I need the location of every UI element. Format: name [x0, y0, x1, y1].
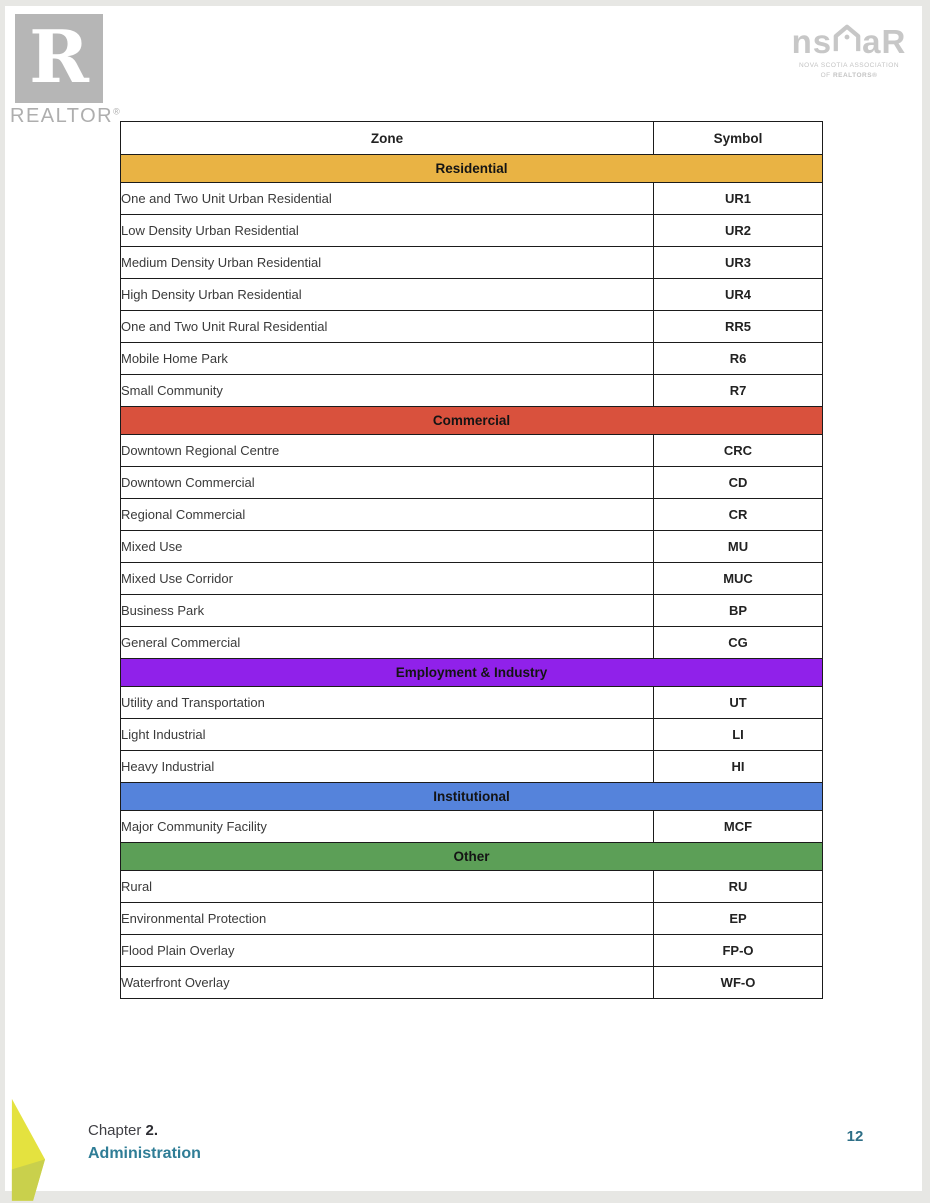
table-row — [121, 903, 823, 935]
symbol-cell: MU — [654, 531, 823, 563]
zone-cell: One and Two Unit Urban Residential — [121, 183, 654, 215]
zone-cell: Waterfront Overlay — [121, 967, 654, 999]
symbol-cell: CG — [654, 627, 823, 659]
table-row — [121, 935, 823, 967]
symbol-cell: CRC — [654, 435, 823, 467]
symbol-cell: RR5 — [654, 311, 823, 343]
zone-cell: Business Park — [121, 595, 654, 627]
table-row — [121, 687, 823, 719]
zone-cell: Light Industrial — [121, 719, 654, 751]
symbol-cell: EP — [654, 903, 823, 935]
table-row — [121, 499, 823, 531]
table-row — [121, 811, 823, 843]
symbol-cell: MUC — [654, 563, 823, 595]
symbol-cell: WF-O — [654, 967, 823, 999]
nsar-tagline-line2-prefix: OF — [820, 71, 833, 79]
zone-cell: Utility and Transportation — [121, 687, 654, 719]
symbol-cell: R7 — [654, 375, 823, 407]
registered-mark: ® — [113, 106, 122, 117]
chapter-footer — [88, 1119, 201, 1167]
section-band-row — [121, 783, 823, 811]
zone-cell: Downtown Commercial — [121, 467, 654, 499]
zone-cell: Downtown Regional Centre — [121, 435, 654, 467]
section-band-row — [121, 659, 823, 687]
zone-table-body — [121, 155, 823, 999]
zoning-table — [120, 121, 823, 999]
zone-cell: Mobile Home Park — [121, 343, 654, 375]
chapter-line — [88, 1119, 201, 1142]
table-row — [121, 627, 823, 659]
column-header-symbol: Symbol — [654, 122, 823, 155]
symbol-cell: UT — [654, 687, 823, 719]
realtor-wordmark — [10, 105, 120, 128]
nsar-wordmark-left: ns — [791, 23, 833, 60]
nsar-logo — [789, 24, 909, 81]
symbol-cell: BP — [654, 595, 823, 627]
symbol-cell: UR2 — [654, 215, 823, 247]
symbol-cell: HI — [654, 751, 823, 783]
zone-cell: One and Two Unit Rural Residential — [121, 311, 654, 343]
symbol-cell: CD — [654, 467, 823, 499]
section-header-residential: Residential — [121, 155, 823, 183]
table-row — [121, 871, 823, 903]
zone-cell: Environmental Protection — [121, 903, 654, 935]
realtor-logo — [10, 14, 120, 128]
table-row — [121, 595, 823, 627]
realtor-r-icon — [15, 14, 103, 103]
nsar-tagline — [789, 61, 909, 81]
table-row — [121, 279, 823, 311]
zone-cell: Low Density Urban Residential — [121, 215, 654, 247]
footer-arrow-decoration — [5, 1091, 51, 1203]
table-header-row — [121, 122, 823, 155]
zone-cell: Major Community Facility — [121, 811, 654, 843]
symbol-cell: FP-O — [654, 935, 823, 967]
house-outline-icon — [833, 24, 861, 57]
table-row — [121, 247, 823, 279]
zone-cell: Flood Plain Overlay — [121, 935, 654, 967]
section-header-other: Other — [121, 843, 823, 871]
table-row — [121, 751, 823, 783]
section-band-row — [121, 407, 823, 435]
section-header-employment-industry: Employment & Industry — [121, 659, 823, 687]
table-row — [121, 467, 823, 499]
realtor-r-letter: R — [29, 13, 89, 99]
table-row — [121, 183, 823, 215]
column-header-zone: Zone — [121, 122, 654, 155]
zone-cell: High Density Urban Residential — [121, 279, 654, 311]
symbol-cell: R6 — [654, 343, 823, 375]
table-row — [121, 719, 823, 751]
table-row — [121, 343, 823, 375]
zone-cell: Regional Commercial — [121, 499, 654, 531]
zone-cell: Mixed Use Corridor — [121, 563, 654, 595]
nsar-tagline-line1: NOVA SCOTIA ASSOCIATION — [798, 62, 900, 69]
symbol-cell: RU — [654, 871, 823, 903]
chapter-title: Administration — [88, 1145, 201, 1163]
symbol-cell: UR1 — [654, 183, 823, 215]
section-header-commercial: Commercial — [121, 407, 823, 435]
zone-cell: Heavy Industrial — [121, 751, 654, 783]
zone-cell: General Commercial — [121, 627, 654, 659]
zone-cell: Mixed Use — [121, 531, 654, 563]
symbol-cell: UR4 — [654, 279, 823, 311]
table-row — [121, 563, 823, 595]
symbol-cell: LI — [654, 719, 823, 751]
zone-cell: Small Community — [121, 375, 654, 407]
chapter-prefix: Chapter — [88, 1122, 146, 1139]
table-row — [121, 531, 823, 563]
zone-cell: Rural — [121, 871, 654, 903]
table-row — [121, 435, 823, 467]
section-header-institutional: Institutional — [121, 783, 823, 811]
document-page — [5, 6, 922, 1191]
symbol-cell: UR3 — [654, 247, 823, 279]
table-row — [121, 967, 823, 999]
section-band-row — [121, 843, 823, 871]
symbol-cell: MCF — [654, 811, 823, 843]
chapter-number: 2. — [145, 1122, 159, 1139]
table-row — [121, 311, 823, 343]
nsar-wordmark — [789, 24, 909, 58]
page-number: 12 — [846, 1128, 864, 1145]
table-row — [121, 375, 823, 407]
zone-cell: Medium Density Urban Residential — [121, 247, 654, 279]
nsar-wordmark-right: aR — [862, 23, 907, 60]
section-band-row — [121, 155, 823, 183]
table-row — [121, 215, 823, 247]
symbol-cell: CR — [654, 499, 823, 531]
realtor-wordmark-text: REALTOR — [10, 105, 114, 127]
nsar-tagline-line2-bold: REALTORS® — [832, 71, 878, 79]
